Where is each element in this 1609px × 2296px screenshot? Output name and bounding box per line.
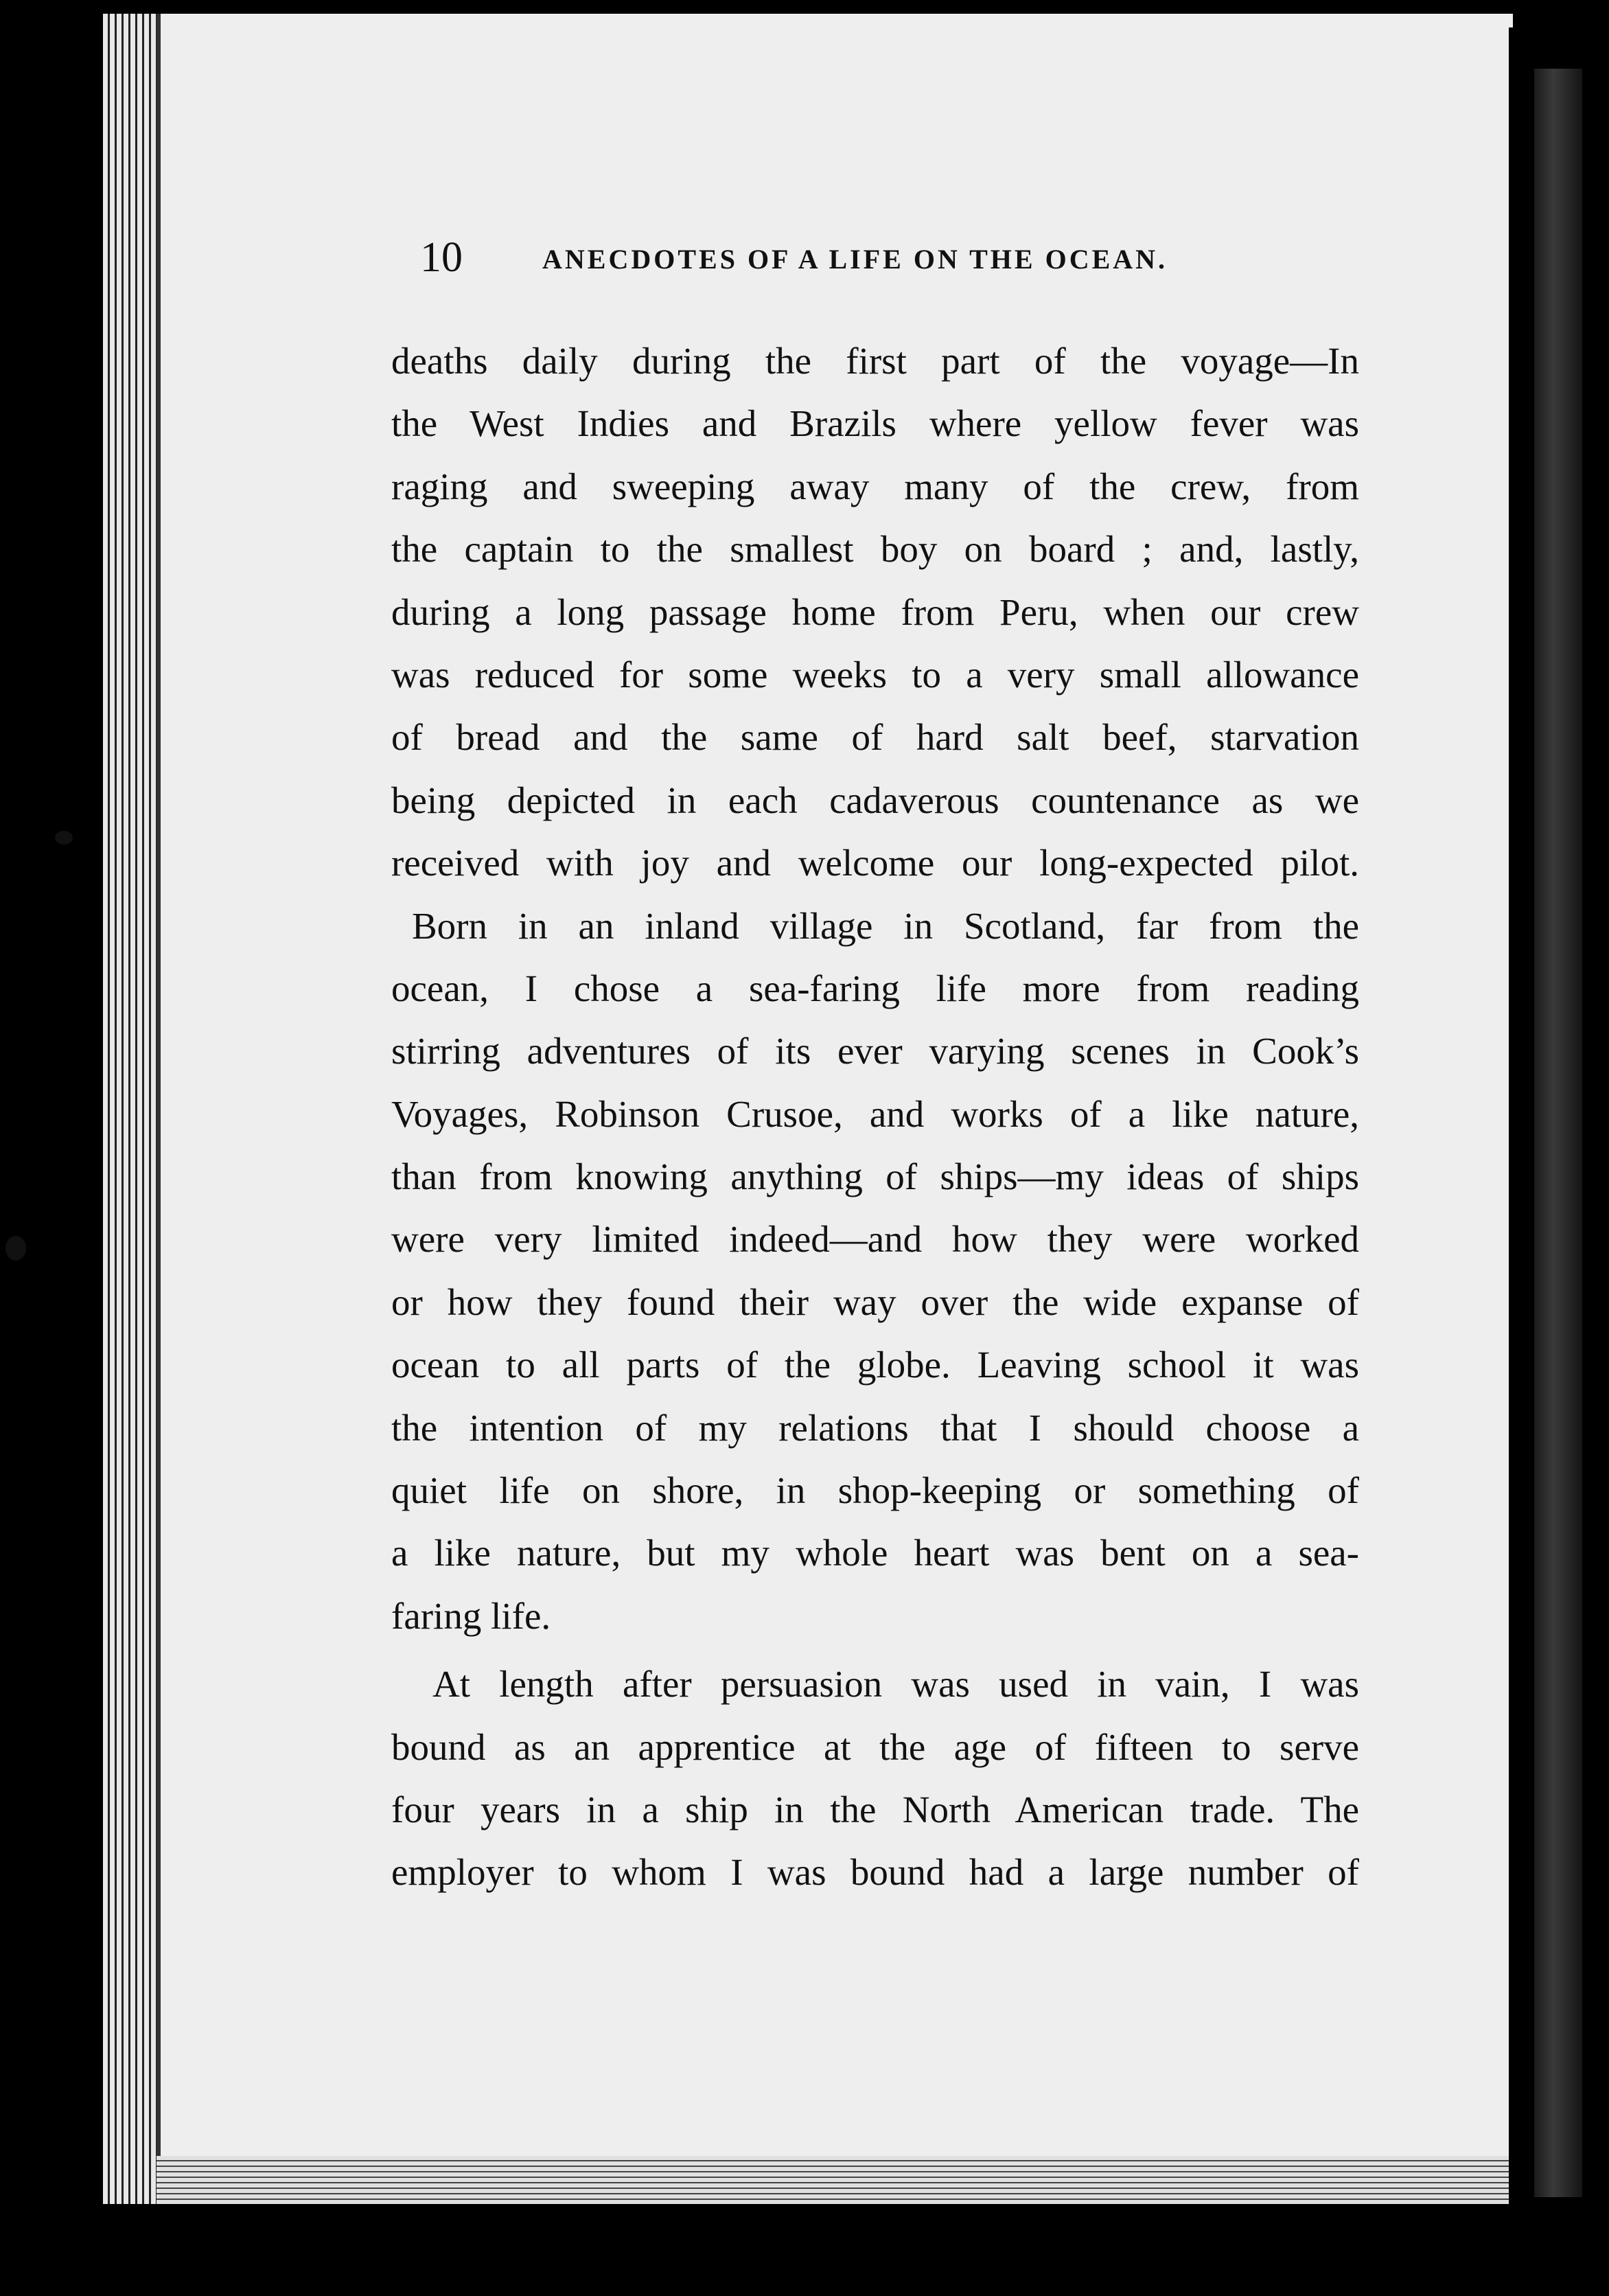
text-line: deaths daily during the first part of the voyage—In (391, 340, 1359, 382)
text-line: employer to whom I was bound had a large number of (391, 1851, 1359, 1894)
speck (5, 1236, 26, 1261)
text-line: of bread and the same of hard salt beef, starvation (391, 716, 1359, 759)
text-line: raging and sweeping away many of the crew, from (391, 465, 1359, 507)
text-line: Voyages, Robinson Crusoe, and works of a like nature, (391, 1092, 1359, 1135)
text-line: Born in an inland village in Scotland, far from the (412, 904, 1359, 947)
paragraph (391, 330, 1359, 895)
speck (55, 831, 73, 845)
text-line: ocean to all parts of the globe. Leaving school it was (391, 1344, 1359, 1386)
text-line: quiet life on shore, in shop-keeping or something of (391, 1469, 1359, 1512)
next-leaf-shadow (1534, 69, 1582, 2197)
scan-margin (0, 0, 103, 2296)
text-line: during a long passage home from Peru, when our crew (391, 590, 1359, 633)
text-line: the West Indies and Brazils where yellow fever was (391, 402, 1359, 445)
text-line: the captain to the smallest boy on board ; and, lastly, (391, 528, 1359, 571)
text-line: stirring adventures of its ever varying scenes in Cook’s (391, 1030, 1359, 1072)
text-line: faring life. (391, 1594, 551, 1637)
text-line: were very limited indeed—and how they were worked (391, 1218, 1359, 1261)
text-line: received with joy and welcome our long-expected pilot. (391, 842, 1359, 884)
text-line: a like nature, but my whole heart was bent on a sea- (391, 1532, 1359, 1574)
paragraph-gap (391, 1647, 1359, 1653)
text-line: the intention of my relations that I should choose a (391, 1406, 1359, 1449)
page-number: 10 (420, 234, 463, 281)
text-line: or how they found their way over the wide expanse of (391, 1281, 1359, 1323)
text-line: being depicted in each cadaverous countenance as we (391, 779, 1359, 821)
text-line: bound as an apprentice at the age of fifteen to serve (391, 1725, 1359, 1768)
text-line: four years in a ship in the North American trade. The (391, 1788, 1359, 1830)
paragraph (391, 1653, 1359, 1904)
bottom-page-edges (157, 2156, 1509, 2204)
text-line: than from knowing anything of ships—my ideas of ships (391, 1156, 1359, 1198)
text-line: was reduced for some weeks to a very small allowance (391, 653, 1359, 696)
running-head: ANECDOTES OF A LIFE ON THE OCEAN. (542, 244, 1168, 275)
text-line: At length after persuasion was used in vain, I was (432, 1663, 1359, 1706)
text-line: ocean, I chose a sea-faring life more from reading (391, 967, 1359, 1009)
paragraph (391, 895, 1359, 1648)
body-text (391, 330, 1359, 1904)
